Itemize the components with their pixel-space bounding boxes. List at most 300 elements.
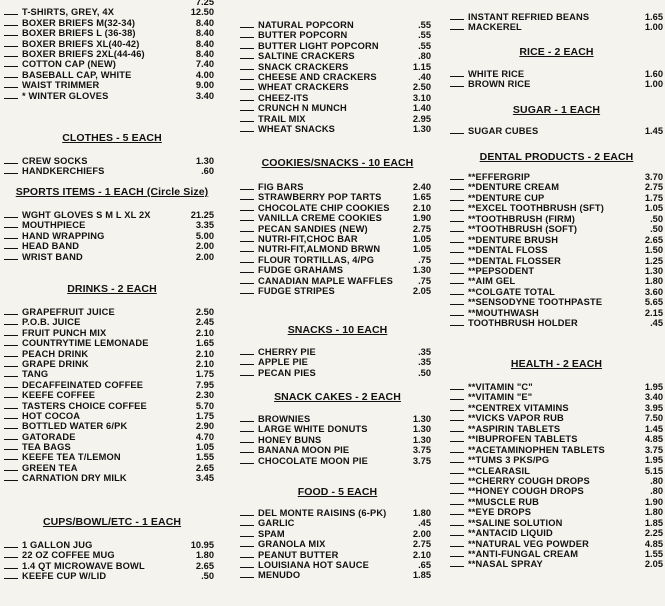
item-name: PECAN PIES <box>258 367 316 378</box>
list-item <box>240 244 435 254</box>
item-price: 5.15 <box>644 465 663 476</box>
item-price: 9.00 <box>195 80 214 91</box>
item-price: .55 <box>418 40 431 51</box>
item-price: 4.85 <box>644 538 663 549</box>
quantity-blank-line[interactable] <box>240 456 254 464</box>
quantity-blank-line[interactable] <box>450 297 464 305</box>
quantity-blank-line[interactable] <box>450 256 464 264</box>
item-price: 2.15 <box>644 307 663 318</box>
item-price: 3.75 <box>412 455 431 466</box>
list-item <box>240 192 435 202</box>
quantity-blank-line[interactable] <box>4 252 18 260</box>
section-items <box>4 156 220 177</box>
quantity-blank-line[interactable] <box>240 72 254 80</box>
item-price: 1.80 <box>195 550 214 561</box>
list-item <box>450 203 663 213</box>
item-name: **MUSCLE RUB <box>468 496 540 507</box>
list-item <box>450 549 663 559</box>
item-name: BOXER BRIEFS L (36-38) <box>22 28 136 39</box>
quantity-blank-line[interactable] <box>4 210 18 218</box>
quantity-blank-line[interactable] <box>450 539 464 547</box>
item-price: 21.25 <box>190 210 214 220</box>
quantity-blank-line[interactable] <box>4 317 18 325</box>
list-item <box>240 414 435 424</box>
list-item <box>450 497 663 507</box>
item-price: 4.85 <box>644 434 663 445</box>
quantity-blank-line[interactable] <box>240 276 254 284</box>
list-item <box>450 413 663 423</box>
item-name: GARLIC <box>258 518 295 529</box>
list-item <box>4 550 220 560</box>
item-name: **EFFERGRIP <box>468 172 531 182</box>
list-item <box>240 424 435 434</box>
quantity-blank-line[interactable] <box>4 442 18 450</box>
section-items <box>4 540 220 582</box>
section-heading: HEALTH - 2 EACH <box>510 358 603 370</box>
quantity-blank-line[interactable] <box>450 559 464 567</box>
quantity-blank-line[interactable] <box>240 255 254 263</box>
list-item <box>4 252 220 262</box>
item-price: .45 <box>650 318 663 329</box>
quantity-blank-line[interactable] <box>4 463 18 471</box>
item-price: 1.55 <box>644 549 663 559</box>
quantity-blank-line[interactable] <box>4 432 18 440</box>
item-price: 1.05 <box>412 244 431 255</box>
item-name: TASTERS CHOICE COFFEE <box>22 400 147 411</box>
quantity-blank-line[interactable] <box>4 452 18 460</box>
item-name: **ASPIRIN TABLETS <box>468 423 561 434</box>
item-price: 2.95 <box>412 113 431 124</box>
list-item <box>240 182 435 192</box>
item-price: 1.25 <box>644 255 663 266</box>
item-name: LARGE WHITE DONUTS <box>258 424 368 435</box>
list-item <box>240 20 435 30</box>
quantity-blank-line[interactable] <box>4 241 18 249</box>
quantity-blank-line[interactable] <box>4 166 18 174</box>
item-name: **VITAMIN "C" <box>468 382 533 392</box>
quantity-blank-line[interactable] <box>240 550 254 558</box>
quantity-blank-line[interactable] <box>240 414 254 422</box>
quantity-blank-line[interactable] <box>240 424 254 432</box>
item-price: 7.40 <box>195 59 214 70</box>
item-name: CANADIAN MAPLE WAFFLES <box>258 275 393 286</box>
item-price: 8.40 <box>195 17 214 28</box>
item-price: .35 <box>418 357 431 368</box>
quantity-blank-line[interactable] <box>450 476 464 484</box>
section-items <box>4 0 220 101</box>
item-price: 3.40 <box>195 90 214 101</box>
quantity-blank-line[interactable] <box>4 28 18 36</box>
item-name: **SALINE SOLUTION <box>468 517 563 528</box>
quantity-blank-line[interactable] <box>450 445 464 453</box>
list-item <box>450 12 663 22</box>
item-name: CHOCOLATE CHIP COOKIES <box>258 202 390 213</box>
list-item <box>240 529 435 539</box>
list-item <box>450 256 663 266</box>
item-price: 1.45 <box>644 126 663 136</box>
quantity-blank-line[interactable] <box>4 359 18 367</box>
item-price: 1.30 <box>412 265 431 276</box>
quantity-blank-line[interactable] <box>450 403 464 411</box>
list-item <box>240 570 435 580</box>
item-price: 1.60 <box>644 69 663 79</box>
item-price: 1.00 <box>644 79 663 90</box>
quantity-blank-line[interactable] <box>450 214 464 222</box>
quantity-blank-line[interactable] <box>240 20 254 28</box>
item-price: 1.45 <box>644 423 663 434</box>
list-item <box>240 213 435 223</box>
item-name: SPAM <box>258 528 285 539</box>
quantity-blank-line[interactable] <box>450 276 464 284</box>
quantity-blank-line[interactable] <box>240 182 254 190</box>
quantity-blank-line[interactable] <box>450 424 464 432</box>
item-price: .35 <box>418 347 431 357</box>
quantity-blank-line[interactable] <box>450 126 464 134</box>
list-item <box>240 286 435 296</box>
item-price: 1.75 <box>195 410 214 421</box>
item-name: HONEY BUNS <box>258 434 322 445</box>
quantity-blank-line[interactable] <box>450 413 464 421</box>
quantity-blank-line[interactable] <box>450 12 464 20</box>
item-name: COTTON CAP (NEW) <box>22 59 116 70</box>
item-name: PEANUT BUTTER <box>258 549 339 560</box>
list-item <box>240 30 435 40</box>
quantity-blank-line[interactable] <box>240 124 254 132</box>
quantity-blank-line[interactable] <box>240 234 254 242</box>
quantity-blank-line[interactable] <box>450 434 464 442</box>
item-name: **COLGATE TOTAL <box>468 286 555 297</box>
item-price: 5.70 <box>195 400 214 411</box>
item-price: 1.85 <box>412 570 431 581</box>
item-name: BOXER BRIEFS M(32-34) <box>22 17 136 28</box>
quantity-blank-line[interactable] <box>450 172 464 180</box>
list-item <box>240 114 435 124</box>
list-item <box>4 7 220 17</box>
list-item <box>450 486 663 496</box>
quantity-blank-line[interactable] <box>450 392 464 400</box>
quantity-blank-line[interactable] <box>240 41 254 49</box>
quantity-blank-line[interactable] <box>240 93 254 101</box>
list-item <box>4 338 220 348</box>
quantity-blank-line[interactable] <box>450 528 464 536</box>
item-price: 8.40 <box>195 38 214 49</box>
list-item <box>450 22 663 32</box>
quantity-blank-line[interactable] <box>240 203 254 211</box>
item-price: 2.65 <box>195 560 214 571</box>
item-name: **NATURAL VEG POWDER <box>468 538 589 549</box>
quantity-blank-line[interactable] <box>240 560 254 568</box>
item-price: 3.95 <box>644 402 663 413</box>
quantity-blank-line[interactable] <box>240 518 254 526</box>
quantity-blank-line[interactable] <box>240 445 254 453</box>
item-price: 12.50 <box>190 7 214 18</box>
quantity-blank-line[interactable] <box>240 213 254 221</box>
quantity-blank-line[interactable] <box>240 435 254 443</box>
item-name: TRAIL MIX <box>258 113 306 124</box>
quantity-blank-line[interactable] <box>4 59 18 67</box>
item-name: CHEESE AND CRACKERS <box>258 71 377 82</box>
list-item <box>4 28 220 38</box>
quantity-blank-line[interactable] <box>450 549 464 557</box>
quantity-blank-line[interactable] <box>450 455 464 463</box>
item-name: T-SHIRTS, GREY, 4X <box>22 7 115 18</box>
list-item <box>4 307 220 317</box>
item-name: TANG <box>22 369 49 380</box>
quantity-blank-line[interactable] <box>240 357 254 365</box>
quantity-blank-line[interactable] <box>4 39 18 47</box>
quantity-blank-line[interactable] <box>4 70 18 78</box>
quantity-blank-line[interactable] <box>240 30 254 38</box>
item-name: GATORADE <box>22 431 76 442</box>
item-name: APPLE PIE <box>258 357 308 368</box>
list-item <box>450 193 663 203</box>
list-item <box>240 103 435 113</box>
item-name: STRAWBERRY POP TARTS <box>258 192 382 203</box>
item-name: FUDGE STRIPES <box>258 285 335 296</box>
quantity-blank-line[interactable] <box>4 156 18 164</box>
list-item <box>450 466 663 476</box>
list-item <box>4 463 220 473</box>
item-price: 1.80 <box>412 508 431 518</box>
item-name: FUDGE GRAHAMS <box>258 265 344 276</box>
quantity-blank-line[interactable] <box>4 380 18 388</box>
quantity-blank-line[interactable] <box>450 182 464 190</box>
quantity-blank-line[interactable] <box>4 328 18 336</box>
list-item <box>240 93 435 103</box>
item-name: CHOCOLATE MOON PIE <box>258 455 368 466</box>
item-name: **CHERRY COUGH DROPS <box>468 475 590 486</box>
list-item <box>4 49 220 59</box>
list-item <box>240 51 435 61</box>
item-price: 2.10 <box>195 348 214 359</box>
list-item <box>4 241 220 251</box>
list-item <box>450 69 663 79</box>
item-price: 2.65 <box>644 234 663 245</box>
item-price: 1.50 <box>644 245 663 256</box>
item-price: 1.90 <box>644 496 663 507</box>
quantity-blank-line[interactable] <box>240 570 254 578</box>
quantity-blank-line[interactable] <box>4 401 18 409</box>
quantity-blank-line[interactable] <box>4 411 18 419</box>
quantity-blank-line[interactable] <box>240 224 254 232</box>
quantity-blank-line[interactable] <box>4 561 18 569</box>
item-price: .50 <box>650 213 663 224</box>
item-price: .50 <box>650 224 663 235</box>
quantity-blank-line[interactable] <box>450 266 464 274</box>
list-item <box>4 561 220 571</box>
item-name: **CLEARASIL <box>468 465 531 476</box>
item-price: 1.30 <box>412 424 431 435</box>
item-name: BROWN RICE <box>468 79 531 90</box>
item-price: 1.30 <box>644 265 663 276</box>
item-price: .50 <box>418 367 431 378</box>
item-price: 3.10 <box>412 92 431 103</box>
item-name: **CENTREX VITAMINS <box>468 402 569 413</box>
item-name: INSTANT REFRIED BEANS <box>468 12 590 22</box>
list-item <box>450 287 663 297</box>
list-item <box>4 39 220 49</box>
quantity-blank-line[interactable] <box>240 508 254 516</box>
item-name: BASEBALL CAP, WHITE <box>22 69 132 80</box>
item-name: **SENSODYNE TOOTHPASTE <box>468 297 603 308</box>
list-item <box>4 59 220 69</box>
quantity-blank-line[interactable] <box>450 245 464 253</box>
quantity-blank-line[interactable] <box>450 69 464 77</box>
list-item <box>4 380 220 390</box>
list-item <box>240 347 435 357</box>
list-item <box>240 72 435 82</box>
item-price: 2.05 <box>644 559 663 570</box>
quantity-blank-line[interactable] <box>240 539 254 547</box>
item-name: P.O.B. JUICE <box>22 317 81 328</box>
list-item <box>4 401 220 411</box>
quantity-blank-line[interactable] <box>240 265 254 273</box>
list-item <box>4 411 220 421</box>
quantity-blank-line[interactable] <box>4 307 18 315</box>
quantity-blank-line[interactable] <box>4 91 18 99</box>
item-name: NUTRI-FIT,CHOC BAR <box>258 233 358 244</box>
quantity-blank-line[interactable] <box>240 192 254 200</box>
quantity-blank-line[interactable] <box>4 338 18 346</box>
item-name: **DENTURE CUP <box>468 192 545 203</box>
item-price: 1.65 <box>412 192 431 203</box>
item-name: **DENTURE BRUSH <box>468 234 559 245</box>
section-items <box>450 382 663 570</box>
item-name: **EXCEL TOOTHBRUSH (SFT) <box>468 203 605 214</box>
list-item <box>4 80 220 90</box>
section-items <box>240 182 435 296</box>
quantity-blank-line[interactable] <box>4 421 18 429</box>
item-name: GRAPEFRUIT JUICE <box>22 307 115 317</box>
quantity-blank-line[interactable] <box>4 571 18 579</box>
quantity-blank-line[interactable] <box>4 550 18 558</box>
item-price: .45 <box>418 518 431 529</box>
quantity-blank-line[interactable] <box>450 193 464 201</box>
quantity-blank-line[interactable] <box>4 473 18 481</box>
quantity-blank-line[interactable] <box>240 51 254 59</box>
list-item <box>450 476 663 486</box>
list-item <box>4 0 220 7</box>
item-name: 1.4 QT MICROWAVE BOWL <box>22 560 145 571</box>
item-name: **DENTAL FLOSS <box>468 245 548 256</box>
quantity-blank-line[interactable] <box>4 369 18 377</box>
item-name: * WINTER GLOVES <box>22 90 109 101</box>
list-item <box>240 265 435 275</box>
item-price: 1.65 <box>644 12 663 22</box>
item-name: CHEEZ-ITS <box>258 92 309 103</box>
quantity-blank-line[interactable] <box>450 507 464 515</box>
item-name: **EYE DROPS <box>468 507 532 518</box>
list-item <box>450 79 663 89</box>
quantity-blank-line[interactable] <box>4 349 18 357</box>
quantity-blank-line[interactable] <box>450 79 464 87</box>
item-price: 4.00 <box>195 69 214 80</box>
item-price: .40 <box>418 71 431 82</box>
quantity-blank-line[interactable] <box>4 18 18 26</box>
item-price: 1.05 <box>412 233 431 244</box>
quantity-blank-line[interactable] <box>240 103 254 111</box>
quantity-blank-line[interactable] <box>4 231 18 239</box>
list-item <box>240 203 435 213</box>
quantity-blank-line[interactable] <box>4 49 18 57</box>
list-item <box>240 124 435 134</box>
quantity-blank-line[interactable] <box>450 203 464 211</box>
quantity-blank-line[interactable] <box>450 382 464 390</box>
quantity-blank-line[interactable] <box>450 308 464 316</box>
quantity-blank-line[interactable] <box>240 529 254 537</box>
quantity-blank-line[interactable] <box>240 368 254 376</box>
item-price: 3.75 <box>644 444 663 455</box>
quantity-blank-line[interactable] <box>450 318 464 326</box>
list-item <box>4 166 220 176</box>
item-price: 3.70 <box>644 172 663 182</box>
item-name: BUTTER LIGHT POPCORN <box>258 40 379 51</box>
quantity-blank-line[interactable] <box>450 466 464 474</box>
item-name: FIG BARS <box>258 182 304 192</box>
list-item <box>4 91 220 101</box>
quantity-blank-line[interactable] <box>450 22 464 30</box>
item-name: **TOOTHBRUSH (SOFT) <box>468 224 578 235</box>
item-price: 2.05 <box>412 285 431 296</box>
quantity-blank-line[interactable] <box>450 497 464 505</box>
item-name: FRUIT PUNCH MIX <box>22 327 107 338</box>
quantity-blank-line[interactable] <box>4 7 18 15</box>
quantity-blank-line[interactable] <box>240 114 254 122</box>
item-price: 3.60 <box>644 286 663 297</box>
item-price: 8.40 <box>195 28 214 39</box>
section-items <box>240 414 435 466</box>
item-name: KEEFE CUP W/LID <box>22 571 107 582</box>
item-price: 1.75 <box>644 192 663 203</box>
list-item <box>4 442 220 452</box>
list-item <box>4 70 220 80</box>
quantity-blank-line[interactable] <box>450 486 464 494</box>
quantity-blank-line[interactable] <box>450 224 464 232</box>
quantity-blank-line[interactable] <box>4 540 18 548</box>
item-price: 1.55 <box>195 452 214 463</box>
list-item <box>240 456 435 466</box>
quantity-blank-line[interactable] <box>450 235 464 243</box>
item-name: HANDKERCHIEFS <box>22 166 105 177</box>
quantity-blank-line[interactable] <box>450 287 464 295</box>
item-price: 2.10 <box>412 202 431 213</box>
item-name: **DENTURE CREAM <box>468 182 560 193</box>
quantity-blank-line[interactable] <box>4 390 18 398</box>
item-name: BOTTLED WATER 6/PK <box>22 421 128 432</box>
quantity-blank-line[interactable] <box>240 347 254 355</box>
item-price: 3.45 <box>195 473 214 484</box>
list-item <box>450 518 663 528</box>
item-price: .80 <box>418 51 431 62</box>
list-item <box>240 560 435 570</box>
quantity-blank-line[interactable] <box>450 518 464 526</box>
item-name: **VICKS VAPOR RUB <box>468 413 564 424</box>
item-name: BANANA MOON PIE <box>258 445 350 456</box>
list-item <box>4 421 220 431</box>
quantity-blank-line[interactable] <box>240 244 254 252</box>
quantity-blank-line[interactable] <box>240 286 254 294</box>
quantity-blank-line[interactable] <box>240 62 254 70</box>
quantity-blank-line[interactable] <box>4 220 18 228</box>
list-item <box>4 359 220 369</box>
quantity-blank-line[interactable] <box>240 82 254 90</box>
quantity-blank-line[interactable] <box>4 80 18 88</box>
item-price: 2.00 <box>412 528 431 539</box>
item-name: SUGAR CUBES <box>468 126 539 136</box>
list-item <box>450 445 663 455</box>
list-item <box>450 528 663 538</box>
item-price: 5.65 <box>644 297 663 308</box>
